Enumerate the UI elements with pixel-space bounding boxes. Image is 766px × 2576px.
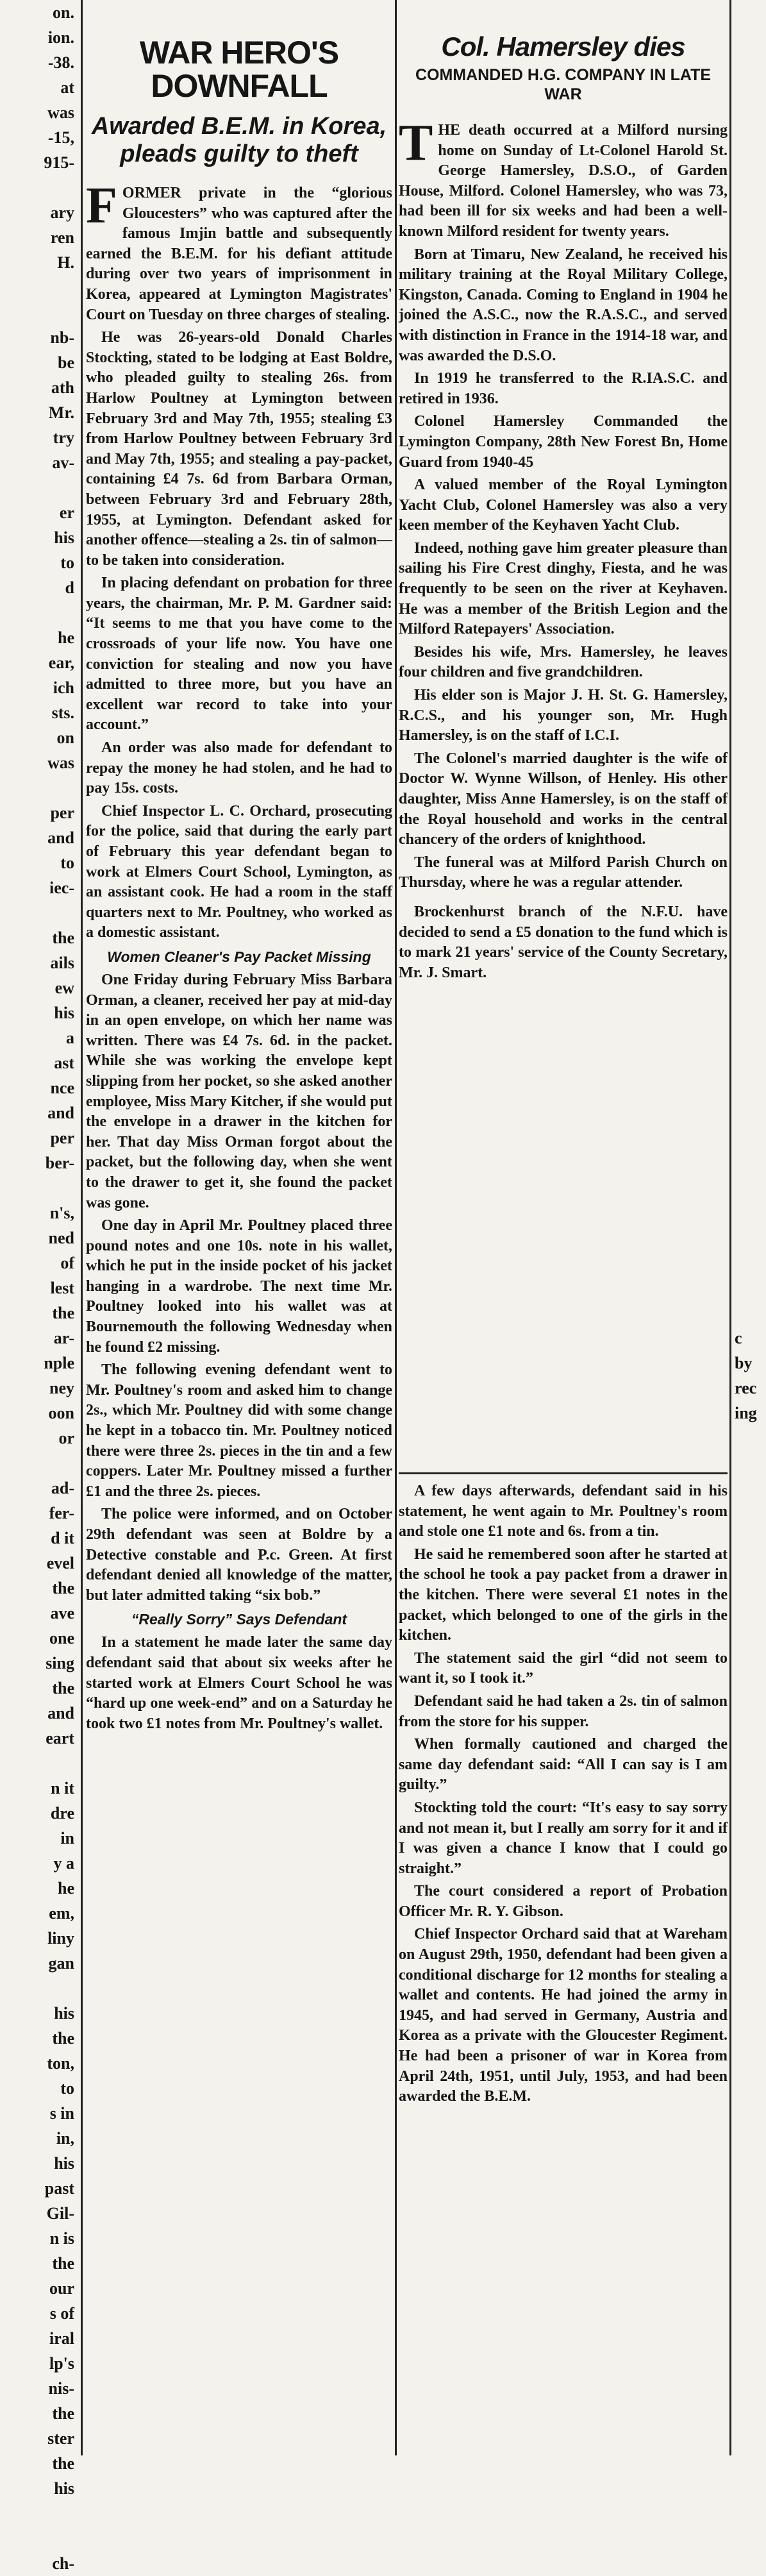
cropped-column-line: rec (735, 1379, 757, 1397)
cropped-column-line (731, 250, 766, 275)
cropped-column-line: the (52, 2254, 74, 2273)
cropped-column-line: dre (50, 1804, 74, 1823)
story2-paragraph: The funeral was at Milford Parish Church on Thursday, where he was a regular attender. (399, 854, 728, 891)
cropped-column-line (731, 800, 766, 825)
cropped-column-line (731, 50, 766, 75)
cropped-column-line: lest (50, 1279, 74, 1297)
cropped-column-line: Mr. (48, 403, 74, 422)
story2-paragraph: Colonel Hamersley Commanded the Lymington Company, 28th New Forest Bn, Home Guard from 1940-45 (399, 413, 728, 471)
cropped-column-line: ear, (48, 653, 74, 672)
cropped-column-line: to (60, 553, 74, 572)
cropped-column-line (731, 0, 766, 25)
cropped-column-line (731, 175, 766, 200)
cropped-column-line: the (52, 1304, 74, 1322)
cropped-column-line: ary (50, 203, 74, 222)
cropped-column-line: be (58, 353, 74, 372)
cropped-column-line: sing (46, 1654, 74, 1672)
cropped-column-line: d it (51, 1529, 74, 1547)
cropped-column-line (731, 925, 766, 950)
cropped-column-line (731, 1301, 766, 1326)
story2-paragraph: Indeed, nothing gave him greater pleasure than sailing his Fire Crest dinghy, Fiesta, and he was frequently to be seen on the river at Keyhaven. He was a member of the British Legion and the Milford Ratepayers' Association. (399, 539, 728, 638)
cropped-column-line: y a (53, 1854, 74, 1873)
cropped-column-line: nce (50, 1079, 74, 1097)
cropped-column-line (731, 725, 766, 750)
cropped-column-line (731, 675, 766, 700)
cropped-column-line (731, 450, 766, 475)
story2-paragraph: In 1919 he transferred to the R.IA.S.C. and retired in 1936. (399, 370, 728, 407)
left-column-fragments (0, 0, 78, 2573)
story2-dropcap: T (399, 115, 433, 171)
story2-intro (399, 115, 728, 242)
column-rule-middle (395, 0, 397, 2455)
story1-paragraph: The following evening defendant went to Mr. Poultney's room and asked him to change 2s., which Mr. Poultney did with some change he kept in a tobacco tin. Mr. Poultney noticed there were three 2s. pieces in the tin and a few coppers. Later Mr. Poultney missed a further £1 and the three 2s. pieces. (86, 1361, 392, 1500)
cropped-column-line: on. (53, 3, 74, 22)
cropped-column-line (0, 475, 78, 500)
cropped-column-line: ad- (51, 1479, 74, 1497)
story2-paragraph: The Colonel's married daughter is the wife of Doctor W. Wynne Willson, of Henley. His other daughter, Miss Anne Hamersley, is on the staff of the Royal household and works in the central chancery of the orders of knighthood. (399, 750, 728, 848)
cropped-column-line: to (60, 2079, 74, 2098)
cropped-column-line: nb- (50, 328, 74, 347)
cropped-column-line (0, 2526, 78, 2551)
story1-paragraph: In a statement he made later the same day defendant said that about six weeks after he started work at Elmers Court School he was “hard up one week-end” and on a Saturday he took two £1 notes from Mr. Poultney's wallet. (86, 1634, 392, 1732)
column-rule-left (81, 0, 83, 2455)
story1-deck: Awarded B.E.M. in Korea, pleads guilty to theft (91, 113, 387, 167)
cropped-column-line: in (60, 1829, 74, 1848)
cropped-column-line: ave (50, 1604, 74, 1622)
cropped-column-line: one (49, 1629, 74, 1647)
cropped-column-line (731, 150, 766, 175)
cropped-column-line: was (47, 753, 74, 772)
story1-continued-paragraph: Defendant said he had taken a 2s. tin of salmon from the store for his supper. (399, 1692, 728, 1730)
cropped-column-line: his (54, 2479, 74, 2498)
cropped-column-line: the (52, 2404, 74, 2423)
cropped-column-line (731, 1075, 766, 1100)
cropped-column-line: he (58, 1879, 74, 1898)
cropped-column-line: a (66, 1029, 74, 1047)
cropped-column-line: ich (53, 678, 74, 697)
cropped-column-line: c (735, 1329, 742, 1347)
cropped-column-line (731, 425, 766, 450)
story1-paragraph: One day in April Mr. Poultney placed three pound notes and one 10s. note in his wallet, which he put in the inside pocket of his jacket hanging in a wardrobe. The next time Mr. Poultney looked into his wallet was at Bournemouth the following Wednesday when he found £2 missing. (86, 1217, 392, 1356)
cropped-column-line (731, 750, 766, 775)
cropped-column-line: his (54, 528, 74, 547)
story1-continued-paragraph: The court considered a report of Probation Officer Mr. R. Y. Gibson. (399, 1883, 728, 1920)
cropped-column-line (0, 1751, 78, 1776)
story1-crosshead-really-sorry: “Really Sorry” Says Defendant (131, 1611, 347, 1628)
cropped-column-line (731, 225, 766, 250)
story-col-hamersley (399, 0, 728, 1470)
cropped-column-line (0, 775, 78, 800)
cropped-column-line: of (60, 1254, 74, 1272)
cropped-column-line (731, 475, 766, 500)
cropped-column-line: eart (46, 1729, 74, 1747)
cropped-column-line (731, 575, 766, 600)
cropped-column-line: iec- (49, 879, 74, 897)
story1-paragraph: An order was also made for defendant to repay the money he had stolen, and he had to pay 15s. costs. (86, 739, 392, 797)
cropped-column-line: our (49, 2279, 74, 2298)
cropped-column-line (731, 1100, 766, 1125)
cropped-column-line (731, 775, 766, 800)
cropped-column-line (731, 500, 766, 525)
story1-paragraph: Chief Inspector L. C. Orchard, prosecuting for the police, said that during the early part of February this year defendant began to work at Elmers Court School, Lymington, as an assistant cook. He had a room in the staff quarters next to Mr. Poultney, who worked as a domestic assistant. (86, 802, 392, 941)
story2-paragraph: Besides his wife, Mrs. Hamersley, he leaves four children and five grandchildren. (399, 643, 728, 681)
cropped-column-line (731, 1175, 766, 1200)
cropped-column-line: his (54, 2004, 74, 2023)
cropped-column-line: the (52, 1579, 74, 1597)
cropped-column-line (731, 1250, 766, 1275)
cropped-column-line: -38. (47, 53, 74, 72)
cropped-column-line: nple (44, 1354, 74, 1372)
cropped-column-line (731, 1150, 766, 1175)
cropped-column-line (0, 275, 78, 300)
cropped-column-line: oon (48, 1404, 74, 1422)
cropped-column-line: fer- (49, 1504, 74, 1522)
cropped-column-line: to (60, 854, 74, 872)
cropped-column-line: was (47, 103, 74, 122)
story1-continuation (399, 1481, 728, 2455)
cropped-column-line (731, 550, 766, 575)
cropped-column-line (731, 650, 766, 675)
cropped-column-line: gan (48, 1954, 74, 1973)
cropped-column-line: iral (49, 2329, 74, 2348)
cropped-column-line: ber- (45, 1154, 74, 1172)
cropped-column-line: the (52, 1679, 74, 1697)
cropped-column-line: at (60, 78, 74, 97)
cropped-column-line (731, 100, 766, 125)
cropped-column-line (731, 325, 766, 350)
cropped-column-line: n is (49, 2229, 74, 2248)
cropped-column-line: and (47, 829, 74, 847)
cropped-column-line (731, 200, 766, 225)
cropped-column-line: em, (49, 1904, 74, 1923)
story1-continued-paragraph: A few days afterwards, defendant said in his statement, he went again to Mr. Poultney's room and stole one £1 note and 6s. from a tin. (399, 1483, 728, 1540)
cropped-column-line (0, 900, 78, 925)
cropped-column-line: ar- (53, 1329, 74, 1347)
cropped-column-line: ew (54, 979, 74, 997)
cropped-column-line: lp's (49, 2354, 74, 2373)
cropped-column-line (731, 1225, 766, 1250)
story1-paragraph: He was 26-years-old Donald Charles Stockting, stated to be lodging at East Boldre, who pleaded guilty to stealing 26s. from Harlow Poultney at Lymington between February 3rd and May 7th, 1955; stealing £3 from Harlow Poultney between February 3rd and May 7th, 1955; and stealing a pay-packet, containing £4 7s. 6d from Barbara Orman, between February 3rd and February 28th, 1955, at Lymington. Defendant asked for another offence—stealing a 2s. tin of salmon—to be taken into consideration. (86, 329, 392, 569)
story2-subhead: COMMANDED H.G. COMPANY IN LATE WAR (415, 66, 712, 103)
cropped-column-line (731, 950, 766, 975)
cropped-column-line: the (52, 929, 74, 947)
cropped-column-line (0, 600, 78, 625)
cropped-column-line: evel (46, 1554, 74, 1572)
cropped-column-line (0, 1175, 78, 1200)
cropped-column-line (731, 600, 766, 625)
cropped-column-line: s in (49, 2104, 74, 2123)
cropped-column-line: n it (51, 1779, 74, 1797)
cropped-column-line (731, 400, 766, 425)
cropped-column-line: and (47, 1704, 74, 1722)
cropped-column-line: he (58, 628, 74, 647)
cropped-column-line: ails (50, 954, 74, 972)
cropped-column-line (731, 525, 766, 550)
cropped-column-line (731, 875, 766, 900)
cropped-column-line (731, 350, 766, 375)
cropped-column-line (0, 1976, 78, 2001)
cropped-column-line: av- (52, 453, 74, 472)
cropped-column-line: -15, (47, 128, 74, 147)
cropped-column-line (731, 1200, 766, 1225)
cropped-column-line (0, 1451, 78, 1476)
story1-dropcap: F (86, 178, 117, 234)
story1-crosshead-pay-packet: Women Cleaner's Pay Packet Missing (107, 948, 371, 965)
cropped-column-line: d (65, 578, 74, 597)
story2-paragraph: A valued member of the Royal Lymington Yacht Club, Colonel Hamersley was also a very keen member of the Keyhaven Yacht Club. (399, 476, 728, 534)
cropped-column-line (731, 375, 766, 400)
cropped-column-line: sts. (51, 703, 74, 722)
story1-continued-paragraph: Chief Inspector Orchard said that at Wareham on August 29th, 1950, defendant had been given a conditional discharge for 12 months for stealing a wallet and contents. He had joined the army in 1945, and had served in Germany, Austria and Korea as a private with the Gloucester Regiment. He had been a prisoner of war in Korea from April 24th, 1951, until July, 1953, and had been awarded the B.E.M. (399, 1926, 728, 2105)
cropped-column-line (731, 850, 766, 875)
cropped-column-line: Gil- (46, 2204, 74, 2223)
story2-headline: Col. Hamersley dies (441, 31, 685, 62)
cropped-column-line: and (47, 1104, 74, 1122)
cropped-column-line: per (50, 1129, 74, 1147)
cropped-column-line: ch- (52, 2554, 74, 2573)
cropped-column-line: past (44, 2179, 74, 2198)
cropped-column-line: ath (51, 378, 74, 397)
story-war-hero (86, 0, 392, 2455)
cropped-column-line (0, 300, 78, 325)
nfu-donation-note: Brockenhurst branch of the N.F.U. have decided to send a £5 donation to the fund which is to mark 21 years' service of the County Secretary, Mr. J. Smart. (399, 903, 728, 981)
cropped-column-line: the (52, 2454, 74, 2473)
cropped-column-line: his (54, 2154, 74, 2173)
cropped-column-line: ster (47, 2429, 74, 2448)
cropped-column-line: by (735, 1354, 753, 1372)
story-divider-rule (399, 1472, 728, 1474)
cropped-column-line: s of (49, 2304, 74, 2323)
story1-intro (86, 178, 392, 325)
cropped-column-line: 915- (44, 153, 74, 172)
cropped-column-line: nis- (48, 2379, 74, 2398)
cropped-column-line (731, 275, 766, 300)
cropped-column-line: try (53, 428, 74, 447)
cropped-column-line: ned (48, 1229, 74, 1247)
cropped-column-line: H. (57, 253, 74, 272)
cropped-column-line: ion. (47, 28, 74, 47)
cropped-column-line (731, 1125, 766, 1150)
story1-paragraph: The police were informed, and on October 29th defendant was seen at Boldre by a Detective constable and P.c. Green. At first defendant denied all knowledge of the matter, but later admitted taking “six bob.” (86, 1506, 392, 1604)
story1-continued-paragraph: The statement said the girl “did not seem to want it, so I took it.” (399, 1649, 728, 1687)
story1-headline: WAR HERO'S DOWNFALL (139, 35, 339, 104)
cropped-column-line: ney (49, 1379, 74, 1397)
cropped-column-line: his (54, 1004, 74, 1022)
cropped-column-line (731, 25, 766, 50)
cropped-column-line: ton, (47, 2054, 74, 2073)
cropped-column-line: er (59, 503, 74, 522)
cropped-column-line (731, 975, 766, 1000)
cropped-column-line (731, 825, 766, 850)
cropped-column-line: ren (50, 228, 74, 247)
story2-paragraph: His elder son is Major J. H. St. G. Hamersley, R.C.S., and his younger son, Mr. Hugh Hamersley, is on the staff of I.C.I. (399, 687, 728, 745)
cropped-column-line (731, 700, 766, 725)
cropped-column-line: ast (54, 1054, 74, 1072)
cropped-column-line (731, 900, 766, 925)
cropped-column-line: in, (56, 2129, 74, 2148)
cropped-column-line (731, 125, 766, 150)
right-column-fragments (731, 0, 766, 2455)
cropped-column-line (731, 1050, 766, 1075)
cropped-column-line (731, 75, 766, 100)
cropped-column-line (731, 625, 766, 650)
story2-intro-text: HE death occurred at a Milford nursing home on Sunday of Lt-Colonel Harold St. George Hamersley, D.S.O., of Garden House, Milford. Colonel Hamersley, who was 73, had been ill for six weeks and had been a well-known Milford resident for twenty years. (399, 122, 728, 240)
cropped-column-line (0, 175, 78, 200)
cropped-column-line: the (52, 2029, 74, 2048)
story2-paragraph: Born at Timaru, New Zealand, he received his military training at the Royal Military College, Kingston, Canada. Coming to England in 1904 he joined the A.S.C., now the R.A.S.C., and served with distinction in France in the 1914-18 war, and was awarded the D.S.O. (399, 246, 728, 364)
story1-paragraph: One Friday during February Miss Barbara Orman, a cleaner, received her pay at mid-day in an open envelope, on which her name was written. There was £4 7s. 6d. in the packet. While she was working the envelope kept slipping from her pocket, so she asked another employee, Miss Mary Kitcher, if she would put the envelope in a drawer in the kitchen for her. That day Miss Orman forgot about the packet, but the following day, when she went to the drawer to get it, she found the packet was gone. (86, 971, 392, 1211)
story1-continued-paragraph: Stockting told the court: “It's easy to say sorry and not mean it, but I really am sorry for it and if I was given a chance I know that I could go straight.” (399, 1799, 728, 1877)
story1-continued-paragraph: He said he remembered soon after he started at the school he took a pay packet from a drawer in the kitchen. There were several £1 notes in the packet, which belonged to one of the girls in the kitchen. (399, 1545, 728, 1644)
cropped-column-line: per (50, 804, 74, 822)
cropped-column-line (731, 1025, 766, 1050)
cropped-column-line: or (58, 1429, 74, 1447)
cropped-column-line: on (56, 728, 74, 747)
cropped-column-line: liny (47, 1929, 74, 1948)
story1-paragraph: In placing defendant on probation for three years, the chairman, Mr. P. M. Gardner said: “It seems to me that you have come to the crossroads of your life now. You have one conviction for stealing and now you have admitted to three more, but you have an excellent war record to take into your account.” (86, 575, 392, 734)
cropped-column-line (731, 1000, 766, 1025)
cropped-column-line (0, 2501, 78, 2526)
story1-intro-text: ORMER private in the “glorious Gloucesters” who was captured after the famous Imjin battle and subsequently earned the B.E.M. for his defiant attitude during over two years of imprisonment in Korea, appeared at Lymington Magistrates' Court on Tuesday on three charges of stealing. (86, 185, 392, 323)
story1-continued-paragraph: When formally cautioned and charged the same day defendant said: “All I can say is I am guilty.” (399, 1736, 728, 1794)
cropped-column-line (731, 300, 766, 325)
cropped-column-line (731, 1275, 766, 1301)
cropped-column-line: ing (735, 1404, 757, 1422)
cropped-column-line: n's, (49, 1204, 74, 1222)
